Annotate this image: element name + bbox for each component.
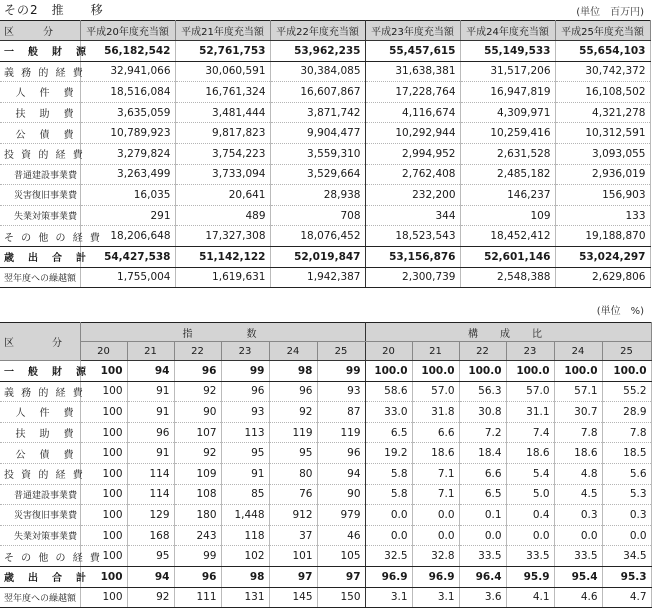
index-cell: 100 [80, 463, 127, 484]
index-cell: 129 [127, 505, 174, 526]
ratio-cell: 0.3 [554, 505, 602, 526]
amount-cell: 16,761,324 [175, 82, 270, 103]
index-cell: 91 [221, 463, 269, 484]
index-cell: 100 [80, 587, 127, 608]
ratio-cell: 4.1 [506, 587, 554, 608]
amount-cell: 232,200 [365, 185, 460, 206]
group-header-index: 指 数 [80, 323, 365, 342]
index-cell: 100 [80, 566, 127, 587]
index-cell: 92 [174, 381, 221, 402]
index-cell: 92 [174, 443, 221, 464]
amount-cell: 18,206,648 [80, 226, 175, 247]
index-ratio-table [0, 322, 652, 608]
amount-cell: 3,871,742 [270, 102, 365, 123]
amount-cell: 2,631,528 [460, 143, 555, 164]
index-cell: 96 [317, 443, 365, 464]
ratio-cell: 95.3 [602, 566, 651, 587]
table-row [0, 246, 650, 267]
table-row [0, 123, 650, 144]
ratio-cell: 18.5 [602, 443, 651, 464]
ratio-cell: 4.6 [554, 587, 602, 608]
table-row [0, 205, 650, 226]
amount-cell: 2,300,739 [365, 267, 460, 288]
index-cell: 90 [174, 402, 221, 423]
amount-cell: 51,142,122 [175, 246, 270, 267]
index-cell: 94 [317, 463, 365, 484]
index-cell: 80 [269, 463, 317, 484]
amount-cell: 16,947,819 [460, 82, 555, 103]
table-row [0, 546, 651, 567]
ratio-cell: 95.4 [554, 566, 602, 587]
index-cell: 114 [127, 484, 174, 505]
ratio-cell: 7.1 [412, 463, 459, 484]
page-title: その2 推 移 [4, 3, 104, 17]
table-row [0, 82, 650, 103]
ratio-cell: 28.9 [602, 402, 651, 423]
table-row [0, 164, 650, 185]
ratio-cell: 57.0 [412, 381, 459, 402]
amount-cell: 2,762,408 [365, 164, 460, 185]
amount-cell: 2,936,019 [555, 164, 650, 185]
amount-cell: 3,093,055 [555, 143, 650, 164]
amount-cell: 17,327,308 [175, 226, 270, 247]
index-cell: 100 [80, 381, 127, 402]
index-cell: 90 [317, 484, 365, 505]
row-label: 投 資 的 経 費 [0, 143, 80, 164]
amount-cell: 53,024,297 [555, 246, 650, 267]
row-label: 翌年度への繰越額 [0, 587, 80, 608]
section-header: 区 分 [0, 21, 80, 41]
ratio-cell: 33.5 [554, 546, 602, 567]
ratio-cell: 0.3 [602, 505, 651, 526]
index-cell: 100 [80, 525, 127, 546]
ratio-cell: 0.0 [365, 505, 412, 526]
ratio-cell: 5.8 [365, 484, 412, 505]
ratio-cell: 96.9 [412, 566, 459, 587]
index-cell: 97 [317, 566, 365, 587]
amount-cell: 708 [270, 205, 365, 226]
amount-cell: 18,516,084 [80, 82, 175, 103]
amount-cell: 18,076,452 [270, 226, 365, 247]
year-header: 平成25年度充当額 [555, 21, 650, 41]
amount-cell: 344 [365, 205, 460, 226]
amount-cell: 4,309,971 [460, 102, 555, 123]
index-cell: 96 [174, 361, 221, 382]
amount-cell: 489 [175, 205, 270, 226]
table-row [0, 587, 651, 608]
amount-cell: 10,789,923 [80, 123, 175, 144]
index-cell: 108 [174, 484, 221, 505]
amount-cell: 53,962,235 [270, 41, 365, 62]
year-header: 25 [317, 342, 365, 361]
amount-cell: 109 [460, 205, 555, 226]
index-cell: 99 [221, 361, 269, 382]
section-header: 区 分 [0, 323, 80, 361]
ratio-cell: 5.6 [602, 463, 651, 484]
ratio-cell: 7.8 [602, 422, 651, 443]
amount-cell: 56,182,542 [80, 41, 175, 62]
ratio-cell: 96.4 [459, 566, 506, 587]
row-label: 義 務 的 経 費 [0, 381, 80, 402]
index-cell: 94 [127, 566, 174, 587]
row-label: 歳 出 合 計 [0, 566, 80, 587]
amount-cell: 3,733,094 [175, 164, 270, 185]
row-label: 普通建設事業費 [0, 484, 80, 505]
amount-cell: 54,427,538 [80, 246, 175, 267]
ratio-cell: 0.0 [412, 525, 459, 546]
index-cell: 98 [221, 566, 269, 587]
amount-cell: 3,263,499 [80, 164, 175, 185]
ratio-cell: 34.5 [602, 546, 651, 567]
index-cell: 95 [127, 546, 174, 567]
amount-cell: 52,761,753 [175, 41, 270, 62]
amount-cell: 133 [555, 205, 650, 226]
amount-cell: 28,938 [270, 185, 365, 206]
row-label: 人 件 費 [0, 402, 80, 423]
ratio-cell: 7.2 [459, 422, 506, 443]
amount-cell: 3,481,444 [175, 102, 270, 123]
year-header: 20 [80, 342, 127, 361]
amount-cell: 17,228,764 [365, 82, 460, 103]
table-row [0, 185, 650, 206]
amount-cell: 2,485,182 [460, 164, 555, 185]
index-cell: 96 [221, 381, 269, 402]
index-cell: 100 [80, 361, 127, 382]
amount-cell: 16,607,867 [270, 82, 365, 103]
amount-table-header [0, 21, 650, 41]
index-cell: 98 [269, 361, 317, 382]
index-cell: 243 [174, 525, 221, 546]
ratio-cell: 3.1 [365, 587, 412, 608]
table-row [0, 505, 651, 526]
amount-cell: 52,019,847 [270, 246, 365, 267]
year-header: 平成24年度充当額 [460, 21, 555, 41]
year-header: 21 [127, 342, 174, 361]
ratio-cell: 32.8 [412, 546, 459, 567]
year-header-row [0, 342, 651, 361]
row-label: 失業対策事業費 [0, 205, 80, 226]
index-cell: 100 [80, 443, 127, 464]
ratio-cell: 5.3 [602, 484, 651, 505]
index-cell: 46 [317, 525, 365, 546]
index-cell: 111 [174, 587, 221, 608]
ratio-cell: 33.5 [506, 546, 554, 567]
unit-label-amount: (単位 百万円) [576, 7, 644, 18]
index-cell: 113 [221, 422, 269, 443]
table-row [0, 61, 650, 82]
ratio-cell: 18.6 [554, 443, 602, 464]
amount-cell: 9,904,477 [270, 123, 365, 144]
amount-cell: 32,941,066 [80, 61, 175, 82]
amount-cell: 4,321,278 [555, 102, 650, 123]
index-cell: 180 [174, 505, 221, 526]
index-cell: 93 [221, 402, 269, 423]
index-cell: 119 [269, 422, 317, 443]
ratio-cell: 4.8 [554, 463, 602, 484]
year-header: 23 [221, 342, 269, 361]
index-cell: 118 [221, 525, 269, 546]
table-row [0, 422, 651, 443]
table-row [0, 361, 651, 382]
ratio-cell: 32.5 [365, 546, 412, 567]
row-label: 公 債 費 [0, 123, 80, 144]
ratio-cell: 3.1 [412, 587, 459, 608]
ratio-cell: 30.7 [554, 402, 602, 423]
row-label: 災害復旧事業費 [0, 185, 80, 206]
ratio-cell: 58.6 [365, 381, 412, 402]
amount-cell: 10,312,591 [555, 123, 650, 144]
year-header: 25 [602, 342, 651, 361]
row-label: 歳 出 合 計 [0, 246, 80, 267]
year-header: 23 [506, 342, 554, 361]
amount-cell: 16,035 [80, 185, 175, 206]
amount-cell: 2,629,806 [555, 267, 650, 288]
ratio-cell: 3.6 [459, 587, 506, 608]
index-cell: 96 [174, 566, 221, 587]
index-cell: 912 [269, 505, 317, 526]
ratio-cell: 100.0 [459, 361, 506, 382]
amount-cell: 10,292,944 [365, 123, 460, 144]
ratio-cell: 0.0 [554, 525, 602, 546]
year-header: 21 [412, 342, 459, 361]
ratio-cell: 7.4 [506, 422, 554, 443]
amount-cell: 1,619,631 [175, 267, 270, 288]
ratio-cell: 31.1 [506, 402, 554, 423]
amount-cell: 10,259,416 [460, 123, 555, 144]
amount-cell: 52,601,146 [460, 246, 555, 267]
amount-cell: 3,559,310 [270, 143, 365, 164]
index-cell: 100 [80, 546, 127, 567]
ratio-cell: 4.7 [602, 587, 651, 608]
table-row [0, 381, 651, 402]
row-label: 扶 助 費 [0, 102, 80, 123]
amount-cell: 3,754,223 [175, 143, 270, 164]
ratio-cell: 0.4 [506, 505, 554, 526]
index-cell: 131 [221, 587, 269, 608]
year-header: 22 [459, 342, 506, 361]
index-cell: 37 [269, 525, 317, 546]
ratio-cell: 0.0 [602, 525, 651, 546]
ratio-cell: 5.8 [365, 463, 412, 484]
row-label: 公 債 費 [0, 443, 80, 464]
index-cell: 94 [127, 361, 174, 382]
amount-cell: 1,755,004 [80, 267, 175, 288]
amount-cell: 19,188,870 [555, 226, 650, 247]
row-label: 一 般 財 源 [0, 361, 80, 382]
year-header: 20 [365, 342, 412, 361]
ratio-cell: 5.0 [506, 484, 554, 505]
row-label: 一 般 財 源 [0, 41, 80, 62]
ratio-cell: 6.5 [459, 484, 506, 505]
ratio-cell: 56.3 [459, 381, 506, 402]
ratio-cell: 6.6 [412, 422, 459, 443]
row-label: そ の 他 の 経 費 [0, 546, 80, 567]
amount-cell: 31,517,206 [460, 61, 555, 82]
row-label: 失業対策事業費 [0, 525, 80, 546]
index-cell: 95 [221, 443, 269, 464]
index-cell: 100 [80, 422, 127, 443]
ratio-cell: 6.6 [459, 463, 506, 484]
index-cell: 1,448 [221, 505, 269, 526]
index-cell: 92 [269, 402, 317, 423]
index-cell: 95 [269, 443, 317, 464]
amount-cell: 3,635,059 [80, 102, 175, 123]
amount-cell: 156,903 [555, 185, 650, 206]
row-label: 翌年度への繰越額 [0, 267, 80, 288]
index-cell: 107 [174, 422, 221, 443]
index-cell: 114 [127, 463, 174, 484]
ratio-cell: 57.1 [554, 381, 602, 402]
index-cell: 91 [127, 443, 174, 464]
index-cell: 99 [317, 361, 365, 382]
ratio-cell: 95.9 [506, 566, 554, 587]
ratio-cell: 19.2 [365, 443, 412, 464]
index-cell: 96 [127, 422, 174, 443]
amount-cell: 2,994,952 [365, 143, 460, 164]
index-cell: 150 [317, 587, 365, 608]
group-header-ratio: 構 成 比 [365, 323, 651, 342]
amount-cell: 20,641 [175, 185, 270, 206]
index-cell: 91 [127, 402, 174, 423]
table-row [0, 525, 651, 546]
amount-cell: 30,742,372 [555, 61, 650, 82]
index-cell: 92 [127, 587, 174, 608]
table-row [0, 566, 651, 587]
index-cell: 102 [221, 546, 269, 567]
unit-label-percent: (単位 %) [596, 306, 644, 317]
table-row [0, 267, 650, 288]
ratio-cell: 0.0 [412, 505, 459, 526]
index-cell: 979 [317, 505, 365, 526]
ratio-cell: 4.5 [554, 484, 602, 505]
table-row [0, 102, 650, 123]
ratio-cell: 100.0 [554, 361, 602, 382]
index-cell: 97 [269, 566, 317, 587]
ratio-cell: 57.0 [506, 381, 554, 402]
amount-cell: 3,529,664 [270, 164, 365, 185]
amount-cell: 18,452,412 [460, 226, 555, 247]
amount-cell: 4,116,674 [365, 102, 460, 123]
amount-cell: 30,060,591 [175, 61, 270, 82]
ratio-cell: 30.8 [459, 402, 506, 423]
amount-cell: 18,523,543 [365, 226, 460, 247]
index-cell: 145 [269, 587, 317, 608]
index-cell: 100 [80, 484, 127, 505]
year-header: 平成21年度充当額 [175, 21, 270, 41]
amount-cell: 1,942,387 [270, 267, 365, 288]
table-row [0, 484, 651, 505]
ratio-cell: 6.5 [365, 422, 412, 443]
amount-cell: 16,108,502 [555, 82, 650, 103]
ratio-cell: 0.0 [365, 525, 412, 546]
year-header: 平成20年度充当額 [80, 21, 175, 41]
index-cell: 109 [174, 463, 221, 484]
table-row [0, 402, 651, 423]
amount-cell: 291 [80, 205, 175, 226]
index-cell: 105 [317, 546, 365, 567]
index-cell: 93 [317, 381, 365, 402]
amount-cell: 9,817,823 [175, 123, 270, 144]
amount-cell: 30,384,085 [270, 61, 365, 82]
table-row [0, 143, 650, 164]
index-cell: 76 [269, 484, 317, 505]
ratio-cell: 96.9 [365, 566, 412, 587]
ratio-cell: 7.1 [412, 484, 459, 505]
row-label: 投 資 的 経 費 [0, 463, 80, 484]
amount-cell: 55,654,103 [555, 41, 650, 62]
table-row [0, 226, 650, 247]
index-cell: 100 [80, 402, 127, 423]
index-cell: 101 [269, 546, 317, 567]
index-cell: 91 [127, 381, 174, 402]
year-header: 24 [554, 342, 602, 361]
amount-cell: 146,237 [460, 185, 555, 206]
ratio-cell: 100.0 [506, 361, 554, 382]
ratio-cell: 0.0 [459, 525, 506, 546]
table-row [0, 463, 651, 484]
row-label: 義 務 的 経 費 [0, 61, 80, 82]
amount-cell: 53,156,876 [365, 246, 460, 267]
ratio-cell: 33.0 [365, 402, 412, 423]
ratio-cell: 100.0 [412, 361, 459, 382]
row-label: 普通建設事業費 [0, 164, 80, 185]
amount-cell: 2,548,388 [460, 267, 555, 288]
ratio-cell: 100.0 [365, 361, 412, 382]
amount-cell: 55,149,533 [460, 41, 555, 62]
row-label: そ の 他 の 経 費 [0, 226, 80, 247]
year-header: 24 [269, 342, 317, 361]
ratio-cell: 0.1 [459, 505, 506, 526]
index-cell: 168 [127, 525, 174, 546]
amount-cell: 3,279,824 [80, 143, 175, 164]
index-cell: 96 [269, 381, 317, 402]
amount-table [0, 20, 651, 288]
row-label: 人 件 費 [0, 82, 80, 103]
group-header-row [0, 323, 651, 342]
ratio-cell: 100.0 [602, 361, 651, 382]
ratio-cell: 55.2 [602, 381, 651, 402]
index-cell: 87 [317, 402, 365, 423]
ratio-cell: 5.4 [506, 463, 554, 484]
ratio-cell: 33.5 [459, 546, 506, 567]
index-cell: 99 [174, 546, 221, 567]
table-row [0, 443, 651, 464]
index-cell: 85 [221, 484, 269, 505]
row-label: 扶 助 費 [0, 422, 80, 443]
ratio-cell: 18.6 [506, 443, 554, 464]
ratio-cell: 31.8 [412, 402, 459, 423]
amount-cell: 55,457,615 [365, 41, 460, 62]
amount-cell: 31,638,381 [365, 61, 460, 82]
table-row [0, 41, 650, 62]
index-cell: 119 [317, 422, 365, 443]
year-header: 平成22年度充当額 [270, 21, 365, 41]
year-header: 22 [174, 342, 221, 361]
index-cell: 100 [80, 505, 127, 526]
row-label: 災害復旧事業費 [0, 505, 80, 526]
year-header: 平成23年度充当額 [365, 21, 460, 41]
ratio-cell: 7.8 [554, 422, 602, 443]
ratio-cell: 0.0 [506, 525, 554, 546]
ratio-cell: 18.4 [459, 443, 506, 464]
ratio-cell: 18.6 [412, 443, 459, 464]
